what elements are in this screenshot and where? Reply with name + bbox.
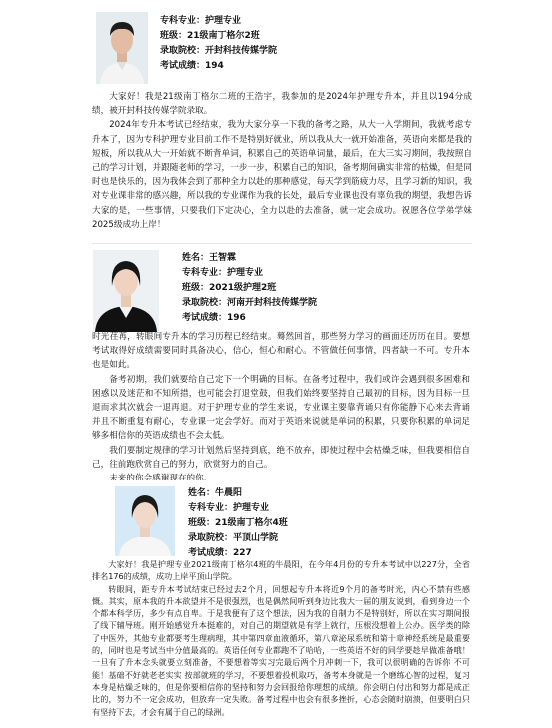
major-line: 专科专业：护理专业 bbox=[188, 503, 270, 513]
paragraph: 我们要制定规律的学习计划然后坚持到底，绝不放弃，即使过程中会枯燥乏味，但我要相信自己，往前跑欣赏自己的努力，欣赏努力的自己。 bbox=[92, 445, 470, 470]
score-line: 考试成绩：196 bbox=[182, 313, 246, 323]
school-line: 录取院校：开封科技传媒学院 bbox=[160, 46, 278, 56]
section-student-1 bbox=[0, 0, 552, 245]
name-line: 姓名：王智霖 bbox=[182, 253, 237, 263]
school-line: 录取院校：河南开封科技传媒学院 bbox=[182, 298, 318, 308]
score-line: 考试成绩：194 bbox=[160, 61, 224, 71]
score-line: 考试成绩：227 bbox=[188, 548, 252, 558]
paragraph: 2024年专升本考试已经结束，我为大家分享一下我的备考之路，从大一入学期间，我就考虑专升本了，因为专科护理专业目前工作不是特别好就业，所以我从大一就开始准备，英语向来都是我的短板，所以我从大一开始就不断背单词，积累自己的英语单词量，最后，在大三实习期间，我按照自己的学习计划，并跟随老师的学习，一步一步，积累自己的知识，备考期间确实非常的枯燥，但是同时也是快乐的，因为我体会到了那种全力以赴的那种感觉，每天学到筋疲力尽，且学习新的知识，我对专业课非常的感兴趣，所以我的专业课作为我的长处，最后专业课也没有辜负我的期望，我想告诉大家的是，一些事情，只要我们下定决心，全力以赴的去准备，就一定会成功。祝愿各位学弟学妹2025级成功上岸！ bbox=[92, 120, 472, 230]
class-line: 班级：21级南丁格尔4班 bbox=[188, 518, 288, 528]
major-line: 专科专业：护理专业 bbox=[160, 16, 242, 26]
student-info-3 bbox=[188, 486, 288, 561]
section-student-3 bbox=[0, 480, 552, 728]
student-photo-3 bbox=[115, 486, 175, 556]
major-line: 专科专业：护理专业 bbox=[182, 268, 264, 278]
paragraph: 时光荏苒，转眼间专升本的学习历程已经结束。蓦然回首，那些努力学习的画面还历历在目。要想考试取得好成绩需要同时具备决心，信心，恒心和耐心。不管做任何事情，四者缺一不可。专升本也是如此。 bbox=[92, 332, 470, 371]
class-line: 班级：2021级护理2班 bbox=[182, 283, 277, 293]
paragraph: 大家好！我是21级南丁格尔二班的王浩宇，我参加的是2024年护理专升本，并且以194分成绩，被开封科技传媒学院录取。 bbox=[92, 92, 472, 117]
student-info-1 bbox=[160, 14, 277, 74]
section-student-2 bbox=[0, 245, 552, 480]
class-line: 班级：21级南丁格尔2班 bbox=[160, 31, 260, 41]
paragraph: 转眼间，距专升本考试结束已经过去2个月，回想起专升本将近9个月的备考时光，内心不禁有些感慨。其实，原本我的升本欲望并不是很强烈，也是偶然间听到身边比我大一届的朋友说到，看到身边一个个都本科学历，多少有点自卑。于是我便有了这个想法，因为我的自制力不是特别好，所以在实习期间报了线下辅导班。刚开始感觉升本挺难的，对自己的期望就是有学上就行，压根没想着上公办。医学类的除了中医外，其他专业都要考生理病理，其中第四章血液循环，第八章泌尿系统和第十章神经系统是最重要的，同时也是考试当中分值最高的。英语任何专业都跑不了哈哈，一些英语不好的同学要趁早做准备哦！一旦有了升本念头就要立刻准备，不要想着等实习完最后两个月冲刺一下，我可以很明确的告诉你 不可能！基础不好就老老实实 按部就班的学习，不要想着投机取巧，备考本身就是一个磨练心智的过程，复习本身是枯燥乏味的，但是你要相信你的坚持和努力会回报给你理想的成绩。你会明白付出和努力都是成正比的，努力不一定会成功，但放弃一定失败。备考过程中也会有很多挫折，心态会随时崩溃，但要明白只有坚持下去，才会有属于自己的绿洲。 bbox=[92, 583, 470, 717]
paragraph: 大家好！我是护理专业2021级南丁格尔4班的牛晨阳，在今年4月份的专升本考试中以227分，全省排名176的成绩，成功上岸平顶山学院。 bbox=[92, 559, 470, 582]
name-line: 姓名：牛晨阳 bbox=[188, 488, 243, 498]
divider bbox=[92, 243, 472, 244]
student-photo-1 bbox=[96, 12, 148, 84]
school-line: 录取院校：平顶山学院 bbox=[188, 533, 279, 543]
student-info-2 bbox=[182, 251, 317, 326]
essay-1 bbox=[92, 90, 472, 232]
essay-2 bbox=[92, 330, 470, 486]
essay-3 bbox=[92, 558, 470, 718]
student-photo-2 bbox=[93, 250, 159, 332]
paragraph: 备考初期，我们就要给自己定下一个明确的目标。在备考过程中，我们或许会遇到很多困难和困惑以及迷茫和不知所措，也可能会打退堂鼓，但我们始终要坚持自己最初的目标，因为目标一旦退而求其次就会一退再退。对于护理专业的学生来说，专业课主要靠背诵只有你能静下心来去背诵并且不断重复有耐心，专业课一定会学好。而对于英语来说就是单词的积累，只要你积累的单词足够多相信你的英语成绩也不会太低。 bbox=[92, 374, 470, 442]
